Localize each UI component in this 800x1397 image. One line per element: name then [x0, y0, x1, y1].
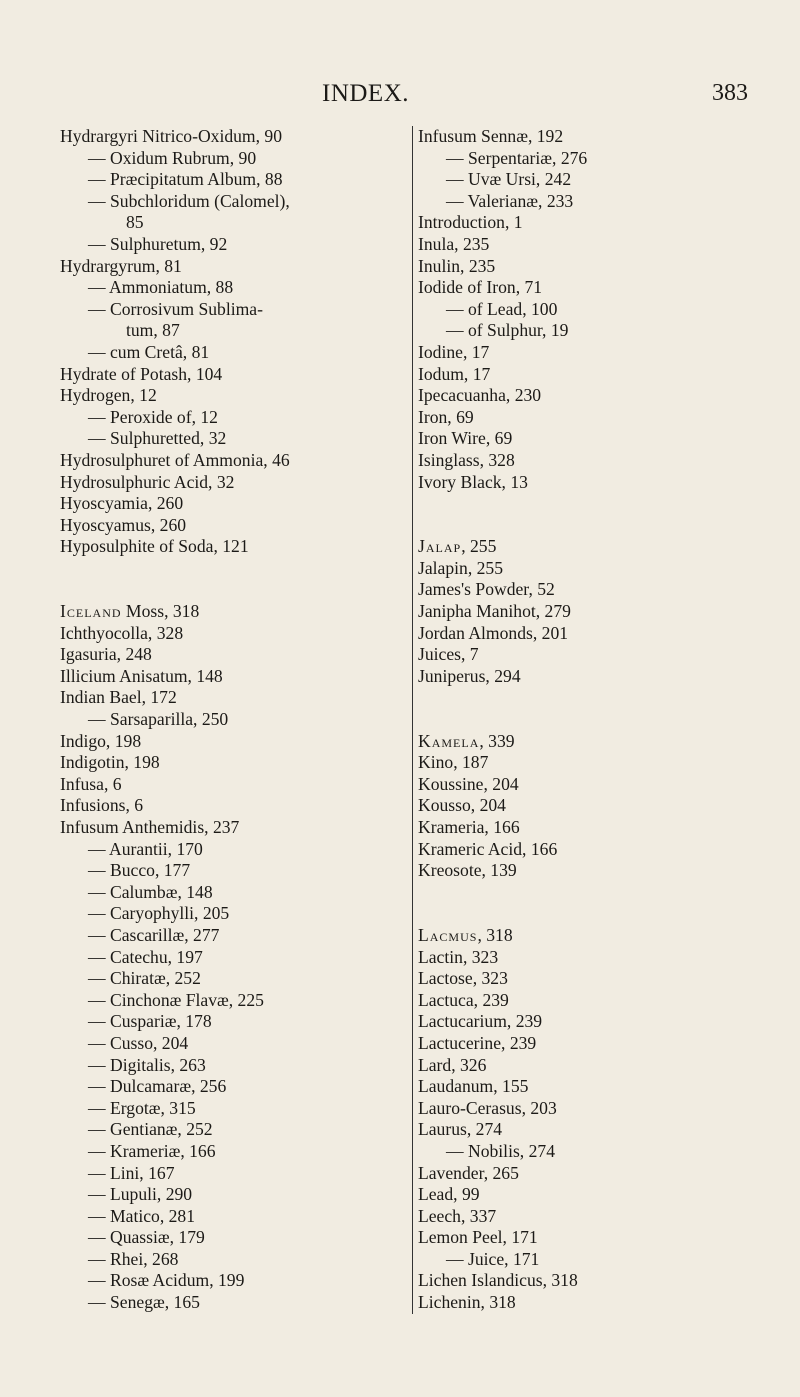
- index-section-lead-entry: [60, 601, 400, 623]
- index-subentry: — cum Cretâ, 81: [88, 341, 210, 362]
- index-section-lead-entry: [418, 731, 758, 753]
- index-entry: Iodine, 17: [418, 341, 490, 362]
- index-subentry: — Dulcamaræ, 256: [88, 1076, 227, 1097]
- index-subentry: — Ergotæ, 315: [88, 1097, 196, 1118]
- index-subentry: — Corrosivum Sublima-: [88, 298, 263, 319]
- section-lead-word: Iceland: [60, 601, 122, 622]
- index-entry-text: , 318: [477, 924, 513, 945]
- index-entry: Inula, 235: [418, 233, 490, 254]
- index-subentry: — Calumbæ, 148: [88, 881, 213, 902]
- index-entry: Hydrargyri Nitrico-Oxidum, 90: [60, 126, 283, 146]
- index-entry: Introduction, 1: [418, 212, 523, 233]
- index-entry: Illicium Anisatum, 148: [60, 665, 223, 686]
- index-subentry: — Cinchonæ Flavæ, 225: [88, 989, 264, 1010]
- index-entry: Krameria, 166: [418, 817, 520, 837]
- index-subentry: — Valerianæ, 233: [446, 190, 574, 211]
- index-subentry: — Cascarillæ, 277: [88, 924, 220, 945]
- index-subentry: — Krameriæ, 166: [88, 1140, 216, 1161]
- index-entry: Hydrate of Potash, 104: [60, 363, 223, 384]
- index-entry: Indigo, 198: [60, 730, 142, 751]
- index-section-lead-entry: [418, 536, 758, 558]
- index-section-lead-entry: [418, 925, 758, 947]
- section-lead-word: Kamela: [418, 730, 480, 751]
- index-entry: Juices, 7: [418, 644, 479, 665]
- section-lead-word: Jalap: [418, 536, 462, 557]
- index-entry: Lactuca, 239: [418, 989, 509, 1010]
- index-entry: Lactose, 323: [418, 968, 508, 989]
- index-entry: Lichen Islandicus, 318: [418, 1270, 578, 1291]
- section-spacer: [60, 579, 400, 601]
- index-entry-text: , 255: [461, 536, 497, 557]
- index-entry: Infusum Anthemidis, 237: [60, 817, 240, 837]
- index-subentry: — Sulphuretum, 92: [88, 233, 228, 254]
- index-entry: Lavender, 265: [418, 1162, 519, 1183]
- index-entry: Iron Wire, 69: [418, 428, 513, 449]
- index-subentry: — Caryophylli, 205: [88, 903, 230, 924]
- index-subentry: — Rosæ Acidum, 199: [88, 1270, 245, 1291]
- index-entry: Lactin, 323: [418, 946, 499, 967]
- index-subentry: — Cusso, 204: [88, 1032, 189, 1053]
- index-entry: Isinglass, 328: [418, 449, 515, 470]
- section-spacer: [418, 515, 758, 537]
- index-subentry: — Senegæ, 165: [88, 1292, 200, 1313]
- index-subentry: — of Sulphur, 19: [446, 320, 569, 341]
- index-entry-text: Moss, 318: [121, 601, 200, 622]
- index-entry: Lauro-Cerasus, 203: [418, 1097, 557, 1118]
- index-entry: Hydrosulphuric Acid, 32: [60, 471, 235, 492]
- section-spacer: [60, 558, 400, 580]
- index-entry: Leech, 337: [418, 1205, 497, 1226]
- index-entry: Koussine, 204: [418, 773, 519, 794]
- index-entry: Kino, 187: [418, 752, 489, 773]
- index-entry: Ipecacuanha, 230: [418, 385, 542, 406]
- index-entry: Infusum Sennæ, 192: [418, 126, 564, 146]
- section-spacer: [418, 687, 758, 709]
- section-spacer: [418, 882, 758, 904]
- index-entry: Ichthyocolla, 328: [60, 622, 184, 643]
- section-spacer: [418, 709, 758, 731]
- index-subentry: — of Lead, 100: [446, 298, 558, 319]
- index-subentry: — Lini, 167: [88, 1162, 175, 1183]
- index-entry: Ivory Black, 13: [418, 471, 528, 492]
- index-entry: Juniperus, 294: [418, 665, 521, 686]
- page-title: INDEX.: [322, 80, 410, 107]
- index-entry-continuation: 85: [126, 212, 144, 233]
- index-entry: Infusa, 6: [60, 773, 122, 794]
- index-entry: Hydrosulphuret of Ammonia, 46: [60, 449, 290, 470]
- index-subentry: — Rhei, 268: [88, 1248, 179, 1269]
- index-entry: Iron, 69: [418, 406, 474, 427]
- index-entry: Hyposulphite of Soda, 121: [60, 536, 249, 557]
- index-entry: Indian Bael, 172: [60, 687, 177, 708]
- index-subentry: — Ammoniatum, 88: [88, 277, 234, 298]
- index-subentry: — Digitalis, 263: [88, 1054, 206, 1075]
- page-number: 383: [712, 80, 748, 106]
- index-entry: Jordan Almonds, 201: [418, 622, 569, 643]
- index-subentry: — Matico, 281: [88, 1205, 196, 1226]
- index-entry: Lichenin, 318: [418, 1292, 516, 1313]
- index-entry: Lactucarium, 239: [418, 1011, 543, 1032]
- section-spacer: [418, 903, 758, 925]
- index-subentry: — Præcipitatum Album, 88: [88, 169, 283, 190]
- index-subentry: — Serpentariæ, 276: [446, 147, 588, 168]
- index-subentry: — Chiratæ, 252: [88, 968, 201, 989]
- index-entry: Lard, 326: [418, 1054, 487, 1075]
- section-spacer: [418, 493, 758, 515]
- index-entry: Jalapin, 255: [418, 557, 504, 578]
- index-entry: Hydrogen, 12: [60, 385, 157, 406]
- index-subentry: — Uvæ Ursi, 242: [446, 169, 572, 190]
- index-entry-continuation: tum, 87: [126, 320, 180, 341]
- index-subentry: — Cuspariæ, 178: [88, 1011, 212, 1032]
- index-entry: Janipha Manihot, 279: [418, 601, 571, 622]
- index-entry-text: , 339: [479, 730, 515, 751]
- index-entry: Indigotin, 198: [60, 752, 160, 773]
- index-subentry: — Nobilis, 274: [446, 1140, 555, 1161]
- index-entry: Lemon Peel, 171: [418, 1227, 538, 1248]
- index-entry: Inulin, 235: [418, 255, 496, 276]
- index-entry: Lead, 99: [418, 1184, 480, 1205]
- index-subentry: — Quassiæ, 179: [88, 1227, 205, 1248]
- index-subentry: — Subchloridum (Calomel),: [88, 190, 290, 211]
- index-entry: Kousso, 204: [418, 795, 506, 816]
- index-subentry: — Gentianæ, 252: [88, 1119, 213, 1140]
- index-subentry: — Aurantii, 170: [88, 838, 203, 859]
- index-subentry: — Catechu, 197: [88, 946, 203, 967]
- index-entry: James's Powder, 52: [418, 579, 555, 600]
- index-subentry: — Peroxide of, 12: [88, 406, 218, 427]
- index-subentry: — Juice, 171: [446, 1248, 540, 1269]
- index-entry: Kreosote, 139: [418, 860, 517, 881]
- index-subentry: — Oxidum Rubrum, 90: [88, 147, 257, 168]
- section-lead-word: Lacmus: [418, 924, 478, 945]
- index-entry: Krameric Acid, 166: [418, 838, 558, 859]
- index-subentry: — Sulphuretted, 32: [88, 428, 227, 449]
- index-entry: Igasuria, 248: [60, 644, 152, 665]
- index-entry: Laurus, 274: [418, 1119, 503, 1140]
- index-column-left: [60, 126, 400, 1314]
- index-entry: Hydrargyrum, 81: [60, 255, 182, 276]
- index-subentry: — Sarsaparilla, 250: [88, 709, 229, 730]
- index-subentry: — Bucco, 177: [88, 860, 191, 881]
- index-column-right: [412, 126, 758, 1314]
- index-entry: Iodum, 17: [418, 363, 491, 384]
- index-entry: Lactucerine, 239: [418, 1032, 537, 1053]
- index-subentry: — Lupuli, 290: [88, 1184, 193, 1205]
- index-entry: Laudanum, 155: [418, 1076, 529, 1097]
- index-entry: Hyoscyamus, 260: [60, 514, 187, 535]
- index-entry: Iodide of Iron, 71: [418, 277, 543, 298]
- page-header: [0, 76, 800, 116]
- index-entry: Infusions, 6: [60, 795, 144, 816]
- index-entry: Hyoscyamia, 260: [60, 493, 184, 514]
